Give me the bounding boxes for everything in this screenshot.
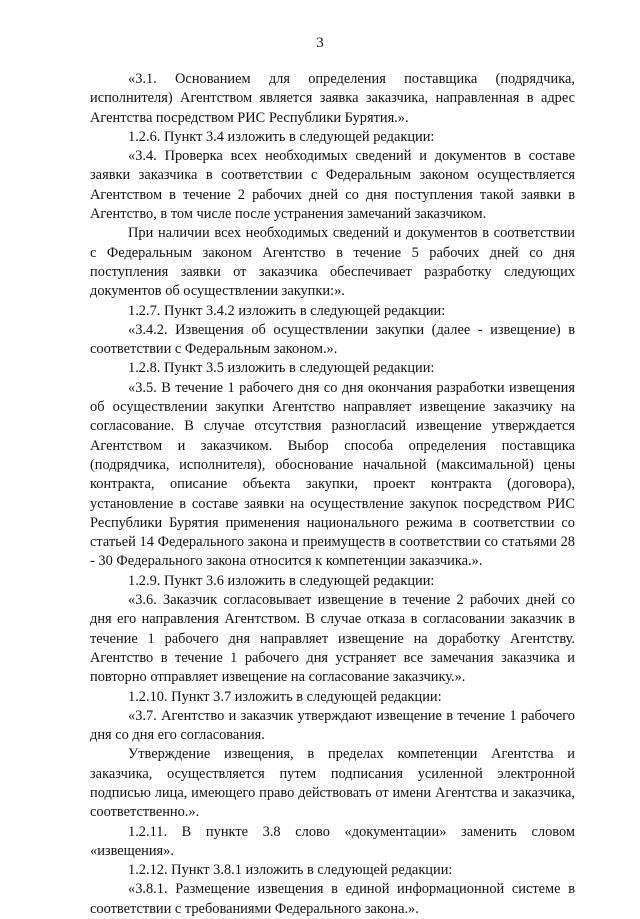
paragraph-1-2-6: 1.2.6. Пункт 3.4 изложить в следующей редакции: [128,128,435,145]
paragraph-1-2-12: 1.2.12. Пункт 3.8.1 изложить в следующей редакции: [128,862,453,879]
paragraph-3-7-continuation: Утверждение извещения, в пределах компетенции Агентства и заказчика, осуществляется путем подписания усиленной электронной подписью лица, имеющего право действовать от имени Агентства и заказчика, соответственно.». [90,746,575,821]
paragraph-3-4-continuation: При наличии всех необходимых сведений и документов в соответствии с Федеральным законом Агентство в течение 5 рабочих дней со дня поступления заявки от заказчика обеспечивает разработку следующих документов об осуществлении закупки:». [90,225,575,300]
paragraph-3-8-1-quote: «3.8.1. Размещение извещения в единой информационной системе в соответствии с требованиями Федерального закона.». [90,881,575,917]
paragraph-3-1-quote: «3.1. Основанием для определения поставщика (подрядчика, исполнителя) Агентством является заявка заказчика, направленная в адрес Агентства посредством РИС Республики Бурятия.». [90,71,575,126]
paragraph-3-4-quote: «3.4. Проверка всех необходимых сведений и документов в составе заявки заказчика в соответствии с Федеральным законом осуществляется Агентством в течение 2 рабочих дней со дня поступления такой заявки в Агентство, в том числе после устранения замечаний заказчиком. [90,148,575,223]
paragraph-1-2-9: 1.2.9. Пункт 3.6 изложить в следующей редакции: [128,572,435,589]
paragraph-3-6-quote: «3.6. Заказчик согласовывает извещение в течение 2 рабочих дней со дня его направления Агентством. В случае отказа в согласовании заказчик в течение 1 рабочего дня направляет извещение на доработку Агентству. Агентство в течение 1 рабочего дня устраняет все замечания заказчика и повторно отправляет извещение на согласование заказчику.». [90,592,575,686]
paragraph-1-2-11: 1.2.11. В пункте 3.8 слово «документации» заменить словом «извещения». [90,823,575,859]
paragraph-1-2-8: 1.2.8. Пункт 3.5 изложить в следующей редакции: [128,360,435,377]
paragraph-3-7-quote: «3.7. Агентство и заказчик утверждают извещение в течение 1 рабочего дня со дня его согласования. [90,707,575,744]
paragraph-3-5-quote: «3.5. В течение 1 рабочего дня со дня окончания разработки извещения об осуществлении закупки Агентство направляет извещение заказчику на согласование. В случае отсутствия разногласий извещение утверждается Агентством и заказчиком. Выбор способа определения поставщика (подрядчика, исполнителя), обоснование начальной (максимальной) цены контракта, описание объекта закупки, проект контракта (договора), установление в составе заявки на осуществление закупок посредством РИС Республики Бурятия применения национального режима в соответствии со статьей 14 Федерального закона и преимуществ в соответствии со статьями 28 - 30 Федерального закона относится к компетенции заказчика.». [90,379,575,570]
paragraph-1-2-7: 1.2.7. Пункт 3.4.2 изложить в следующей редакции: [128,302,446,319]
paragraph-1-2-10: 1.2.10. Пункт 3.7 изложить в следующей редакции: [128,688,442,705]
page-number: 3 [316,35,324,51]
paragraph-3-4-2-quote: «3.4.2. Извещения об осуществлении закупки (далее - извещение) в соответствии с Федеральным законом.». [90,321,575,358]
document-body [90,70,575,919]
